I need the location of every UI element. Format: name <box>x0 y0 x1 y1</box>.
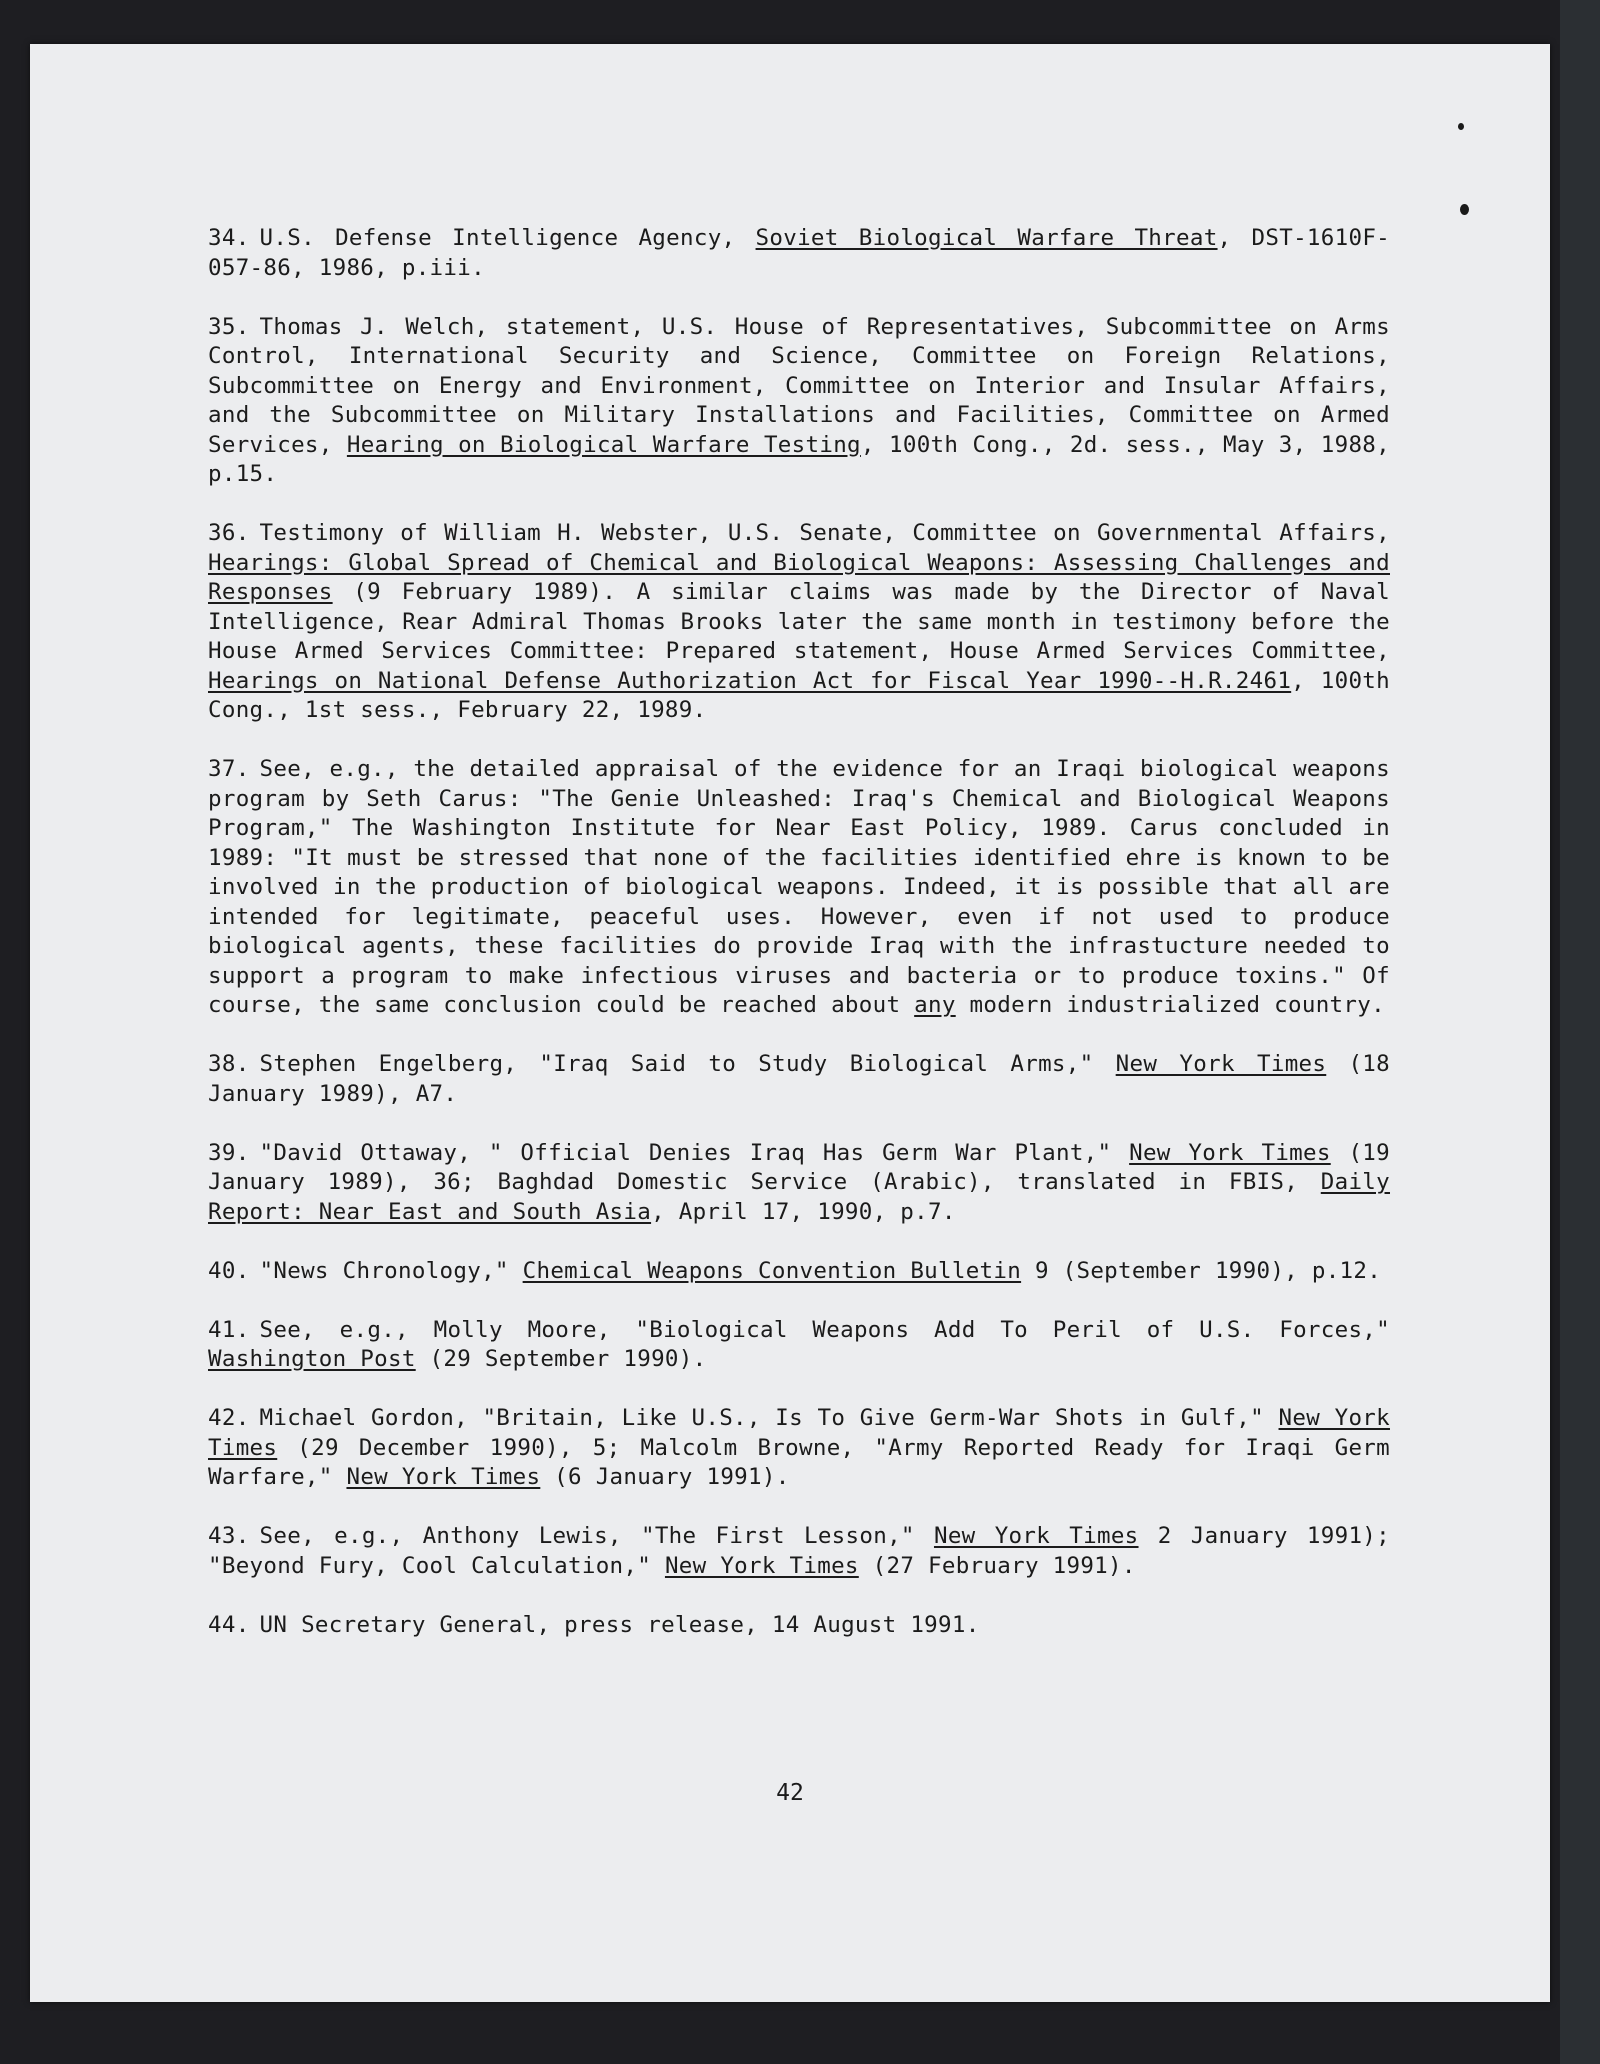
cited-title: New York Times <box>1129 1139 1331 1166</box>
footnote-text: (19 January 1989), 36; Baghdad Domestic Service (Arabic), translated in FBIS, <box>208 1139 1390 1195</box>
footnote-number: 43. <box>208 1523 250 1549</box>
footnote-number: 34. <box>208 225 250 251</box>
footnote-text: Stephen Engelberg, "Iraq Said to Study Biological Arms," <box>259 1051 1116 1077</box>
footnote-number: 40. <box>208 1257 250 1284</box>
cited-title: New York Times <box>208 1405 1390 1461</box>
footnote-40 <box>208 1257 1390 1287</box>
footnote-41 <box>208 1316 1390 1375</box>
ink-speck <box>1458 123 1464 130</box>
scan-backdrop-edge <box>1560 0 1600 2064</box>
cited-title: Soviet Biological Warfare Threat <box>755 225 1218 251</box>
footnote-number: 35. <box>208 313 250 340</box>
footnote-text: See, e.g., the detailed appraisal of the evidence for an Iraqi biological weapons program by Seth Carus: "The Genie Unleashed: Iraq's Chemical and Biological Weapons Program," The Washington Institute for Near East Policy, 1989. Carus concluded in 1989: "It must be stressed that none of the facilities identified ehre is known to be involved in the production of biological weapons. Indeed, it is possible that all are intended for legitimate, peaceful uses. However, even if not used to produce biological agents, these facilities do provide Iraq with the infrastucture needed to support a program to make infectious viruses and bacteria or to produce toxins." Of course, the same conclusion could be reached about <box>208 756 1390 1018</box>
footnote-text: Michael Gordon, "Britain, Like U.S., Is To Give Germ-War Shots in Gulf," <box>259 1405 1279 1431</box>
footnote-39 <box>208 1139 1390 1228</box>
cited-title: Washington Post <box>208 1346 416 1372</box>
footnote-42 <box>208 1404 1390 1493</box>
footnote-text: "David Ottaway, " Official Denies Iraq Has Germ War Plant," <box>259 1139 1130 1166</box>
footnote-text: (18 January 1989), A7. <box>208 1051 1390 1107</box>
cited-title: New York Times <box>933 1523 1139 1549</box>
footnote-text: (6 January 1991). <box>540 1464 790 1490</box>
page-number: 42 <box>776 1780 804 1806</box>
footnote-number: 44. <box>208 1611 250 1638</box>
cited-title: Hearings: Global Spread of Chemical and Biological Weapons: Assessing Challenges and Responses <box>208 549 1390 605</box>
footnote-text: (29 December 1990), 5; Malcolm Browne, "Army Reported Ready for Iraqi Germ Warfare," <box>208 1434 1390 1490</box>
footnote-text: , April 17, 1990, p.7. <box>651 1198 956 1225</box>
footnote-text: (27 February 1991). <box>858 1552 1136 1579</box>
cited-title: New York Times <box>346 1464 541 1490</box>
footnote-text: (29 September 1990). <box>415 1346 707 1372</box>
footnote-text: , 100th Cong., 1st sess., February 22, 1989. <box>208 667 1390 723</box>
cited-title: any <box>914 992 956 1018</box>
footnote-text: 9 (September 1990), p.12. <box>1021 1257 1382 1284</box>
footnote-37 <box>208 755 1390 1021</box>
cited-title: Hearing on Biological Warfare Testing <box>346 431 861 458</box>
footnotes-list <box>208 224 1390 1670</box>
cited-title: New York Times <box>664 1552 859 1579</box>
footnote-number: 39. <box>208 1139 250 1166</box>
footnote-34 <box>208 224 1390 283</box>
footnote-text: Thomas J. Welch, statement, U.S. House of Representatives, Subcommittee on Arms Control, International Security and Science, Committee on Foreign Relations, Subcommittee on Energy and Environment, Committee on Interior and Insular Affairs, and the Subcommittee on Military Installations and Facilities, Committee on Armed Services, <box>208 313 1390 458</box>
footnote-text: "News Chronology," <box>259 1257 523 1284</box>
footnote-text: Testimony of William H. Webster, U.S. Senate, Committee on Governmental Affairs, <box>259 520 1390 546</box>
footnote-text: See, e.g., Anthony Lewis, "The First Lesson," <box>259 1523 934 1549</box>
footnote-text: (9 February 1989). A similar claims was made by the Director of Naval Intelligence, Rear Admiral Thomas Brooks later the same month in testimony before the House Armed Services Committee: Prepared statement, House Armed Services Committee, <box>208 579 1390 664</box>
footnote-text: modern industrialized country. <box>955 992 1385 1018</box>
footnote-number: 42. <box>208 1405 250 1431</box>
footnote-text: , DST-1610F-057-86, 1986, p.iii. <box>208 225 1391 281</box>
cited-title: Daily Report: Near East and South Asia <box>208 1169 1390 1225</box>
cited-title: Chemical Weapons Convention Bulletin <box>522 1257 1022 1284</box>
footnote-35 <box>208 313 1390 490</box>
ink-speck <box>1460 204 1469 215</box>
footnote-36 <box>208 519 1390 726</box>
footnote-number: 41. <box>208 1316 250 1343</box>
footnote-number: 37. <box>208 756 250 782</box>
footnote-38 <box>208 1050 1390 1109</box>
cited-title: New York Times <box>1115 1051 1327 1077</box>
footnote-text: See, e.g., Molly Moore, "Biological Weapons Add To Peril of U.S. Forces," <box>259 1316 1390 1343</box>
footnote-text: , 100th Cong., 2d. sess., May 3, 1988, p.15. <box>208 431 1390 487</box>
footnote-number: 38. <box>208 1051 250 1077</box>
footnote-number: 36. <box>208 520 250 546</box>
footnote-text: U.S. Defense Intelligence Agency, <box>259 225 756 251</box>
cited-title: Hearings on National Defense Authorization Act for Fiscal Year 1990--H.R.2461 <box>208 667 1292 694</box>
footnote-44 <box>208 1611 1390 1641</box>
footnote-text: 2 January 1991); "Beyond Fury, Cool Calculation," <box>208 1523 1390 1579</box>
footnote-43 <box>208 1522 1390 1581</box>
footnote-text: UN Secretary General, press release, 14 August 1991. <box>259 1611 980 1638</box>
document-page <box>30 44 1550 2002</box>
